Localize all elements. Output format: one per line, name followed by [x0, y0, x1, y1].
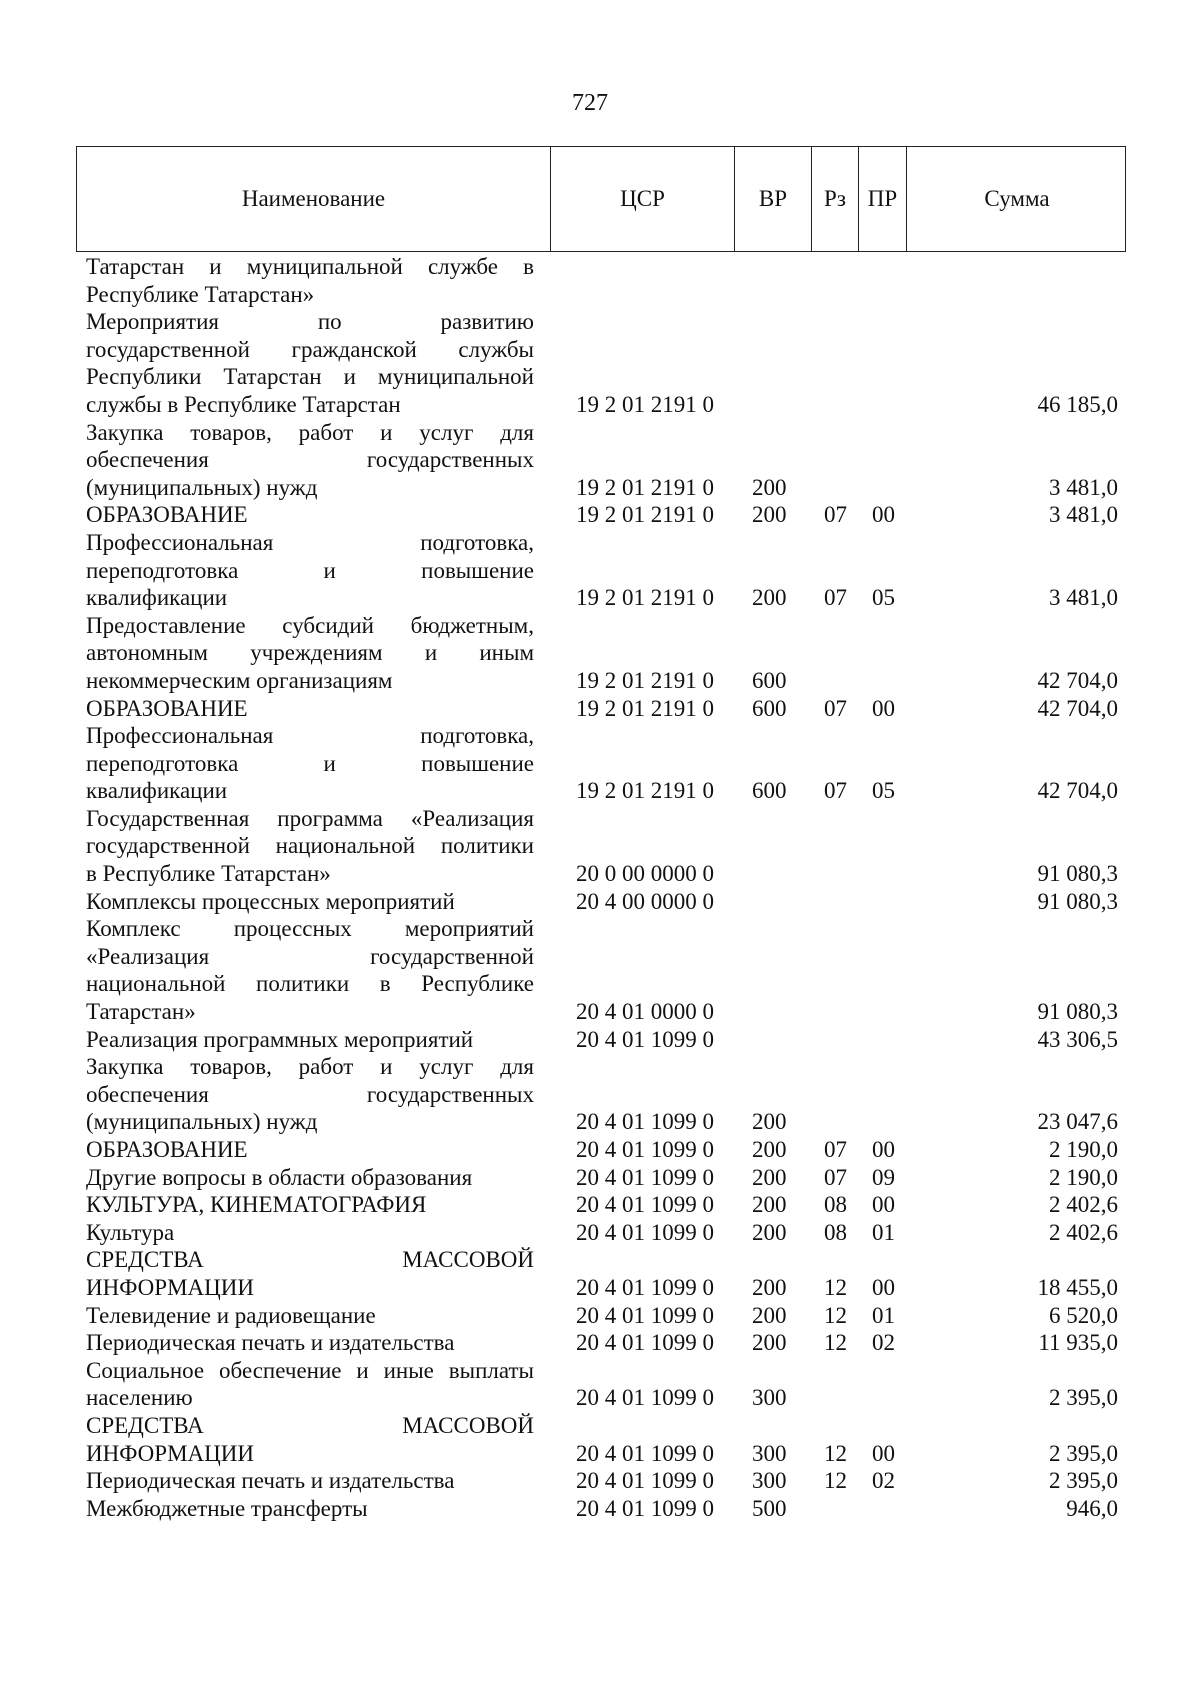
- row-sum: 42 704,0: [1037, 778, 1118, 804]
- row-csr: 19 2 01 2191 0: [576, 391, 714, 417]
- row-pr: 05: [872, 778, 895, 804]
- row-name-line: Межбюджетные трансферты: [86, 1495, 368, 1521]
- table-row: [86, 308, 1126, 418]
- row-csr: 20 4 01 1099 0: [576, 1137, 714, 1162]
- row-vr: 200: [752, 1137, 787, 1162]
- row-name: [86, 1412, 534, 1467]
- row-sum: 2 402,6: [1049, 1219, 1118, 1245]
- row-sum: 2 395,0: [1049, 1468, 1118, 1494]
- table-row: [86, 915, 1126, 1025]
- row-sum: 18 455,0: [1037, 1274, 1118, 1300]
- row-rz: 12: [824, 1468, 847, 1494]
- row-rz: 12: [824, 1302, 847, 1328]
- row-name: [86, 1302, 534, 1330]
- row-name: [86, 695, 534, 723]
- row-name-line: Государственная программа «Реализация: [86, 805, 534, 831]
- row-vr: 300: [752, 1440, 787, 1466]
- table-row: [86, 1412, 1126, 1467]
- row-sum: 42 704,0: [1037, 695, 1118, 721]
- row-name-line: СРЕДСТВА МАССОВОЙ: [86, 1247, 534, 1273]
- row-csr: 20 4 01 1099 0: [576, 1330, 714, 1356]
- row-csr: 20 4 00 0000 0: [576, 888, 714, 914]
- row-vr: 200: [752, 585, 787, 611]
- row-vr: 200: [752, 1219, 787, 1245]
- row-sum: 2 190,0: [1049, 1164, 1118, 1190]
- row-name-line: (муниципальных) нужд: [86, 1109, 318, 1135]
- row-pr: 00: [872, 695, 895, 721]
- table-row: [86, 1495, 1126, 1523]
- table-row: [86, 253, 1126, 308]
- header-sum: Сумма: [984, 186, 1050, 211]
- row-pr: 00: [872, 502, 895, 528]
- row-name-line: Культура: [86, 1219, 175, 1245]
- row-pr: 00: [872, 1274, 895, 1300]
- row-rz: 07: [824, 585, 847, 611]
- row-sum: 42 704,0: [1037, 667, 1118, 693]
- row-vr: 200: [752, 1302, 787, 1328]
- header-vr: ВР: [735, 147, 812, 251]
- row-sum: 3 481,0: [1049, 502, 1118, 528]
- row-name-line: ИНФОРМАЦИИ: [86, 1274, 254, 1300]
- row-name-line: квалификации: [86, 778, 228, 804]
- table-row: [86, 1136, 1126, 1164]
- row-pr: 00: [872, 1440, 895, 1466]
- row-name-line: Мероприятия по развитию: [86, 309, 534, 335]
- row-name-line: ОБРАЗОВАНИЕ: [86, 502, 248, 528]
- row-vr: 600: [752, 667, 787, 693]
- table-row: [86, 1357, 1126, 1412]
- row-name: [86, 612, 534, 695]
- row-name: [86, 722, 534, 805]
- row-pr: 09: [872, 1164, 895, 1190]
- row-pr: 01: [872, 1302, 895, 1328]
- row-name: [86, 805, 534, 888]
- row-name-line: Закупка товаров, работ и услуг для: [86, 1054, 534, 1080]
- row-csr: 20 4 01 1099 0: [576, 1302, 714, 1328]
- row-name-line: автономным учреждениям и иным: [86, 640, 534, 666]
- header-csr: ЦСР: [551, 147, 735, 251]
- row-name: [86, 253, 534, 308]
- row-name-line: Периодическая печать и издательства: [86, 1330, 455, 1356]
- row-name-line: Профессиональная подготовка,: [86, 723, 534, 749]
- row-name-line: Социальное обеспечение и иные выплаты: [86, 1357, 534, 1383]
- row-csr: 19 2 01 2191 0: [576, 695, 714, 721]
- row-name-line: (муниципальных) нужд: [86, 474, 318, 500]
- row-name-line: Периодическая печать и издательства: [86, 1468, 455, 1494]
- table-row: [86, 722, 1126, 805]
- table-row: [86, 1302, 1126, 1330]
- row-name-line: переподготовка и повышение: [86, 750, 534, 776]
- row-name-line: Республике Татарстан»: [86, 281, 315, 307]
- row-name: [86, 1329, 534, 1357]
- row-name: [86, 1467, 534, 1495]
- row-name: [86, 1219, 534, 1247]
- row-rz: 07: [824, 695, 847, 721]
- row-name: [86, 1495, 534, 1523]
- row-name: [86, 529, 534, 612]
- row-pr: 02: [872, 1330, 895, 1356]
- row-name: [86, 888, 534, 916]
- row-sum: 2 190,0: [1049, 1137, 1118, 1162]
- table-row: [86, 1164, 1126, 1192]
- row-vr: 200: [752, 1164, 787, 1190]
- row-csr: 20 4 01 1099 0: [576, 1385, 714, 1411]
- row-csr: 20 4 01 1099 0: [576, 1274, 714, 1300]
- table-row: [86, 1053, 1126, 1136]
- row-name-line: некоммерческим организациям: [86, 667, 393, 693]
- table-row: [86, 1191, 1126, 1219]
- row-csr: 20 4 01 1099 0: [576, 1468, 714, 1494]
- row-name-line: СРЕДСТВА МАССОВОЙ: [86, 1412, 534, 1438]
- row-sum: 2 395,0: [1049, 1440, 1118, 1466]
- table-row: [86, 1329, 1126, 1357]
- row-sum: 3 481,0: [1049, 474, 1118, 500]
- row-name-line: Другие вопросы в области образования: [86, 1164, 473, 1190]
- row-name-line: ОБРАЗОВАНИЕ: [86, 1137, 248, 1162]
- header-rz: Рз: [812, 147, 859, 251]
- table-row: [86, 805, 1126, 888]
- row-name-line: «Реализация государственной: [86, 943, 534, 969]
- row-rz: 07: [824, 1137, 847, 1162]
- row-name-line: КУЛЬТУРА, КИНЕМАТОГРАФИЯ: [86, 1192, 427, 1218]
- row-sum: 6 520,0: [1049, 1302, 1118, 1328]
- row-csr: 19 2 01 2191 0: [576, 778, 714, 804]
- row-name-line: Республики Татарстан и муниципальной: [86, 364, 534, 390]
- row-name: [86, 419, 534, 502]
- row-sum: 46 185,0: [1037, 391, 1118, 417]
- row-name: [86, 1164, 534, 1192]
- row-vr: 300: [752, 1385, 787, 1411]
- row-name-line: Предоставление субсидий бюджетным,: [86, 612, 534, 638]
- row-name-line: населению: [86, 1385, 193, 1411]
- row-name-line: Татарстан и муниципальной службе в: [86, 254, 534, 279]
- row-csr: 19 2 01 2191 0: [576, 585, 714, 611]
- row-pr: 00: [872, 1137, 895, 1162]
- table-row: [86, 419, 1126, 502]
- row-rz: 07: [824, 1164, 847, 1190]
- row-csr: 20 4 01 1099 0: [576, 1026, 714, 1052]
- row-csr: 20 4 01 1099 0: [576, 1164, 714, 1190]
- row-vr: 200: [752, 1330, 787, 1356]
- row-name-line: квалификации: [86, 585, 228, 611]
- row-name: [86, 1053, 534, 1136]
- header-name: Наименование: [77, 147, 551, 251]
- row-pr: 00: [872, 1192, 895, 1218]
- row-sum: 2 395,0: [1049, 1385, 1118, 1411]
- row-vr: 200: [752, 1274, 787, 1300]
- table-row: [86, 501, 1126, 529]
- row-vr: 200: [752, 1109, 787, 1135]
- row-rz: 12: [824, 1274, 847, 1300]
- page-number: 727: [572, 90, 608, 116]
- row-sum: 91 080,3: [1037, 888, 1118, 914]
- row-name-line: ИНФОРМАЦИИ: [86, 1440, 254, 1466]
- row-csr: 20 4 01 1099 0: [576, 1219, 714, 1245]
- row-rz: 07: [824, 778, 847, 804]
- row-vr: 200: [752, 502, 787, 528]
- row-name-line: Комплексы процессных мероприятий: [86, 888, 455, 914]
- table-row: [86, 1467, 1126, 1495]
- table-row: [86, 612, 1126, 695]
- row-name-line: государственной гражданской службы: [86, 336, 534, 362]
- row-sum: 23 047,6: [1037, 1109, 1118, 1135]
- row-pr: 01: [872, 1219, 895, 1245]
- row-name: [86, 501, 534, 529]
- row-csr: 20 4 01 1099 0: [576, 1109, 714, 1135]
- row-sum: 43 306,5: [1037, 1026, 1118, 1052]
- row-name-line: в Республике Татарстан»: [86, 861, 331, 887]
- row-vr: 500: [752, 1495, 787, 1521]
- row-name-line: ОБРАЗОВАНИЕ: [86, 695, 248, 721]
- row-pr: 02: [872, 1468, 895, 1494]
- table-row: [86, 1246, 1126, 1301]
- row-rz: 08: [824, 1192, 847, 1218]
- row-vr: 600: [752, 778, 787, 804]
- row-vr: 300: [752, 1468, 787, 1494]
- row-name: [86, 1246, 534, 1301]
- row-csr: 20 4 01 1099 0: [576, 1192, 714, 1218]
- row-name-line: Телевидение и радиовещание: [86, 1302, 376, 1328]
- row-name-line: Реализация программных мероприятий: [86, 1026, 474, 1052]
- row-csr: 20 0 00 0000 0: [576, 861, 714, 887]
- row-vr: 600: [752, 695, 787, 721]
- row-name-line: обеспечения государственных: [86, 447, 534, 473]
- row-csr: 19 2 01 2191 0: [576, 474, 714, 500]
- row-name: [86, 1026, 534, 1054]
- row-name: [86, 308, 534, 418]
- row-sum: 11 935,0: [1038, 1330, 1118, 1356]
- row-sum: 91 080,3: [1037, 999, 1118, 1025]
- row-name-line: государственной национальной политики: [86, 833, 534, 859]
- row-vr: 200: [752, 1192, 787, 1218]
- row-name: [86, 915, 534, 1025]
- row-csr: 19 2 01 2191 0: [576, 502, 714, 528]
- table-row: [86, 695, 1126, 723]
- row-rz: 12: [824, 1330, 847, 1356]
- row-name-line: Комплекс процессных мероприятий: [86, 916, 534, 942]
- row-rz: 07: [824, 502, 847, 528]
- table-row: [86, 529, 1126, 612]
- table-row: [86, 1219, 1126, 1247]
- table-row: [86, 888, 1126, 916]
- table-header: [76, 146, 1126, 252]
- row-name-line: национальной политики в Республике: [86, 971, 534, 997]
- row-name: [86, 1191, 534, 1219]
- row-vr: 200: [752, 474, 787, 500]
- row-pr: 05: [872, 585, 895, 611]
- row-csr: 20 4 01 1099 0: [576, 1440, 714, 1466]
- row-rz: 12: [824, 1440, 847, 1466]
- row-csr: 20 4 01 1099 0: [576, 1495, 714, 1521]
- row-name-line: Татарстан»: [86, 999, 196, 1025]
- header-pr: ПР: [859, 147, 907, 251]
- table-body: [86, 253, 1126, 1522]
- row-name-line: Закупка товаров, работ и услуг для: [86, 419, 534, 445]
- row-sum: 946,0: [1066, 1495, 1118, 1521]
- row-csr: 19 2 01 2191 0: [576, 667, 714, 693]
- row-name-line: переподготовка и повышение: [86, 557, 534, 583]
- row-sum: 3 481,0: [1049, 585, 1118, 611]
- row-csr: 20 4 01 0000 0: [576, 999, 714, 1025]
- row-name-line: Профессиональная подготовка,: [86, 529, 534, 555]
- row-name: [86, 1136, 534, 1164]
- row-rz: 08: [824, 1219, 847, 1245]
- row-sum: 2 402,6: [1049, 1192, 1118, 1218]
- row-name-line: службы в Республике Татарстан: [86, 391, 401, 417]
- table-row: [86, 1026, 1126, 1054]
- row-name: [86, 1357, 534, 1412]
- row-sum: 91 080,3: [1037, 861, 1118, 887]
- row-name-line: обеспечения государственных: [86, 1081, 534, 1107]
